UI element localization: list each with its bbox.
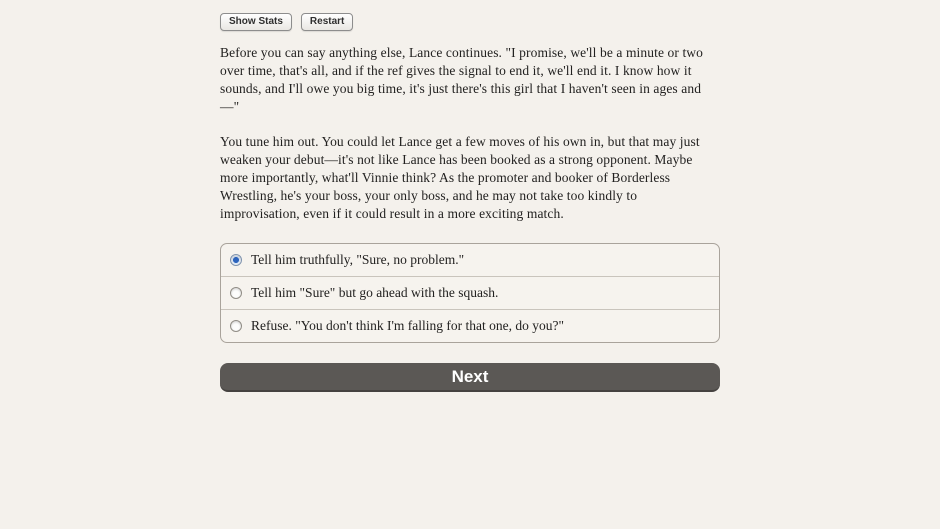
choice-option-row[interactable] — [221, 276, 719, 309]
story-paragraph: You tune him out. You could let Lance get a few moves of his own in, but that may just weaken your debut—it's not like Lance has been booked as a strong opponent. Maybe more importantly, what'll Vinnie think? As the promoter and booker of Borderless Wrestling, he's your boss, your only boss, and he may not take too kindly to improvisation, even if it could result in a more exciting match. — [220, 134, 700, 221]
story-paragraph: Before you can say anything else, Lance continues. "I promise, we'll be a minute or two over time, that's all, and if the ref gives the signal to end it, we'll end it. I know how it sounds, and I'll owe you big time, it's just there's this girl that I haven't seen in ages and—" — [220, 45, 703, 114]
radio-button[interactable] — [230, 287, 242, 299]
choice-label: Refuse. "You don't think I'm falling for that one, do you?" — [251, 318, 564, 333]
choice-form — [220, 243, 720, 343]
radio-button[interactable] — [230, 254, 242, 266]
choice-option-row[interactable] — [221, 244, 719, 276]
choice-label: Tell him "Sure" but go ahead with the squash. — [251, 285, 499, 300]
choice-label: Tell him truthfully, "Sure, no problem." — [251, 252, 465, 267]
show-stats-button[interactable]: Show Stats — [220, 13, 292, 31]
restart-button[interactable]: Restart — [301, 13, 353, 31]
next-button[interactable]: Next — [220, 363, 720, 392]
radio-button[interactable] — [230, 320, 242, 332]
game-content — [220, 0, 720, 392]
toolbar — [220, 13, 720, 31]
story-text — [220, 44, 720, 223]
choice-option-row[interactable] — [221, 309, 719, 342]
